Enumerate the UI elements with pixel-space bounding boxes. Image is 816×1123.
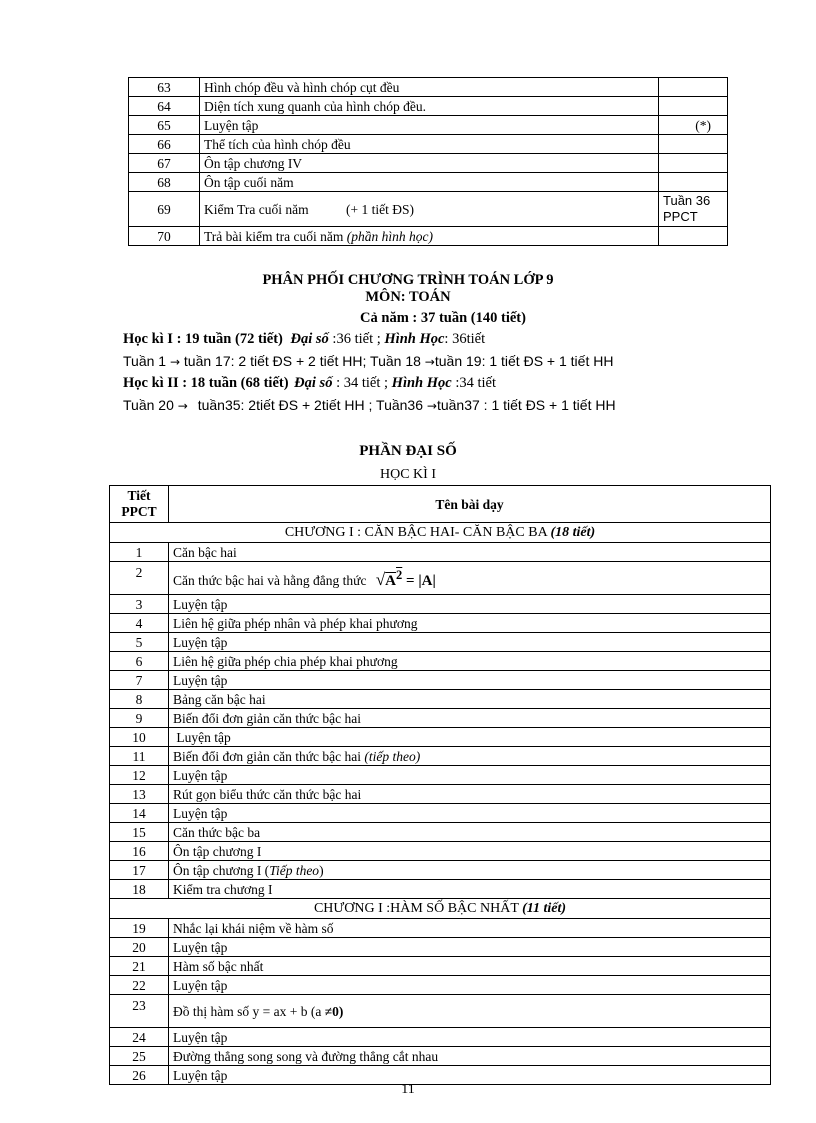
- section-title: PHẦN ĐẠI SỐ: [359, 443, 457, 459]
- weeks-text-a: Tuần 20: [123, 397, 174, 413]
- lesson-number: 1: [110, 543, 169, 562]
- lesson-number: 5: [110, 633, 169, 652]
- semester-1-hh-value: : 36tiết: [444, 331, 486, 347]
- lesson-number: 19: [110, 919, 169, 938]
- table-row: [110, 690, 771, 709]
- table-row: [110, 938, 771, 957]
- table-header-row: [110, 486, 771, 523]
- lesson-note: (*): [659, 116, 728, 135]
- semester-1-hh-label: Hình Học: [384, 331, 445, 347]
- table-row: [110, 543, 771, 562]
- sqrt-symbol: √: [375, 569, 386, 589]
- lesson-note: [659, 97, 728, 116]
- lesson-number: 66: [129, 135, 200, 154]
- lesson-number: 11: [110, 747, 169, 766]
- lesson-extra: (+ 1 tiết ĐS): [346, 201, 414, 217]
- year-summary: Cả năm : 37 tuần (140 tiết): [360, 310, 526, 326]
- lesson-number: 23: [110, 995, 169, 1028]
- column-header-lesson: Tên bài dạy: [169, 486, 771, 523]
- lesson-number: 65: [129, 116, 200, 135]
- table-row: [110, 709, 771, 728]
- table-row: [129, 97, 728, 116]
- previous-section-table: [128, 77, 728, 246]
- lesson-title: Luyện tập: [169, 804, 771, 823]
- formula-base: A: [385, 572, 397, 589]
- lesson-title: Ôn tập chương I: [169, 842, 771, 861]
- lesson-number: 6: [110, 652, 169, 671]
- lesson-number: 7: [110, 671, 169, 690]
- lesson-title: [169, 861, 771, 880]
- table-row: [110, 785, 771, 804]
- table-row: [129, 135, 728, 154]
- lesson-title: Nhắc lại khái niệm về hàm số: [169, 919, 771, 938]
- lesson-title: Liên hệ giữa phép nhân và phép khai phương: [169, 614, 771, 633]
- table-row: [110, 861, 771, 880]
- lesson-number: 10: [110, 728, 169, 747]
- lesson-number: 18: [110, 880, 169, 899]
- lesson-title: Liên hệ giữa phép chia phép khai phương: [169, 652, 771, 671]
- lesson-title: Đường thẳng song song và đường thẳng cắt nhau: [169, 1047, 771, 1066]
- chapter-name: CHƯƠNG I :HÀM SỐ BẬC NHẤT: [313, 901, 519, 916]
- semester-1-ds-label: Đại số: [290, 331, 329, 347]
- lesson-number: 26: [110, 1066, 169, 1085]
- lesson-title: Rút gọn biểu thức căn thức bậc hai: [169, 785, 771, 804]
- lesson-title-text: Biến đổi đơn giản căn thức bậc hai: [173, 748, 362, 764]
- semester-1-label: Học kì I : 19 tuần (72 tiết): [123, 331, 283, 347]
- lesson-number: 15: [110, 823, 169, 842]
- table-row: [110, 804, 771, 823]
- not-equal-symbol: ≠: [324, 1003, 333, 1019]
- lesson-number: 69: [129, 192, 200, 227]
- lesson-title: Luyện tập: [169, 1028, 771, 1047]
- weeks-text-a: Tuần 1: [123, 353, 167, 369]
- page-number: 11: [401, 1082, 415, 1097]
- subject-title: MÔN: TOÁN: [365, 289, 451, 305]
- header-line-2: PPCT: [121, 504, 157, 519]
- lesson-title: Luyện tập: [200, 116, 659, 135]
- chapter-lessons: (18 tiết): [550, 525, 596, 540]
- chapter-lessons: (11 tiết): [522, 901, 567, 916]
- lesson-note: [659, 154, 728, 173]
- lesson-title-text: Trả bài kiểm tra cuối năm: [204, 228, 344, 244]
- table-row: [110, 671, 771, 690]
- semester-1-ds-value: :36 tiết ;: [332, 331, 381, 347]
- table-row: [129, 78, 728, 97]
- lesson-number: 13: [110, 785, 169, 804]
- lesson-number: 67: [129, 154, 200, 173]
- lesson-title-italic: Tiếp theo: [269, 862, 320, 878]
- lesson-title: Luyện tập: [169, 728, 771, 747]
- lesson-title-italic: (tiếp theo): [364, 748, 421, 764]
- lesson-number: 17: [110, 861, 169, 880]
- weeks-text-c: tuần 19: 1 tiết ĐS + 1 tiết HH: [434, 353, 614, 369]
- lesson-title: Luyện tập: [169, 938, 771, 957]
- semester-2-hh-value: :34 tiết: [455, 375, 497, 391]
- chapter-title: [110, 899, 771, 919]
- semester-heading: HỌC KÌ I: [380, 467, 436, 482]
- table-row: [110, 1047, 771, 1066]
- table-row: [110, 595, 771, 614]
- lesson-title-italic: (phần hình học): [346, 228, 433, 244]
- lesson-number: 64: [129, 97, 200, 116]
- table-row: [110, 728, 771, 747]
- table-row: [110, 842, 771, 861]
- lesson-title: [169, 747, 771, 766]
- lesson-title: Luyện tập: [169, 595, 771, 614]
- semester-1-summary: [123, 331, 485, 348]
- weeks-text-b: tuần35: 2tiết ĐS + 2tiết HH ; Tuần36: [197, 397, 424, 413]
- lesson-note: [659, 227, 728, 246]
- weeks-text-c: tuần37 : 1 tiết ĐS + 1 tiết HH: [436, 397, 616, 413]
- lesson-plan-table: [109, 485, 771, 1085]
- chapter-name: CHƯƠNG I : CĂN BẬC HAI- CĂN BẬC BA: [284, 525, 547, 540]
- table-row: [110, 614, 771, 633]
- arrow-right-icon: →: [169, 355, 181, 369]
- lesson-number: 3: [110, 595, 169, 614]
- lesson-number: 14: [110, 804, 169, 823]
- formula-exponent: 2: [396, 567, 403, 582]
- lesson-number: 20: [110, 938, 169, 957]
- lesson-note: [659, 78, 728, 97]
- lesson-title-text: Ôn tập chương I (: [173, 862, 270, 878]
- lesson-number: 63: [129, 78, 200, 97]
- semester-1-weeks: [123, 353, 613, 369]
- identity-formula: [375, 567, 436, 589]
- lesson-number: 22: [110, 976, 169, 995]
- table-row: [110, 652, 771, 671]
- lesson-number: 9: [110, 709, 169, 728]
- table-row: [129, 192, 728, 227]
- arrow-right-icon: →: [426, 399, 437, 413]
- lesson-number: 4: [110, 614, 169, 633]
- lesson-title: Hàm số bậc nhất: [169, 957, 771, 976]
- lesson-title-close: ): [319, 862, 324, 878]
- lesson-number: 21: [110, 957, 169, 976]
- semester-2-label: Học kì II : 18 tuần (68 tiết): [123, 375, 289, 391]
- lesson-note: [659, 192, 728, 227]
- table-row: [129, 116, 728, 135]
- lesson-title: Căn thức bậc ba: [169, 823, 771, 842]
- lesson-title: Luyện tập: [169, 976, 771, 995]
- header-line-1: Tiết: [127, 488, 151, 503]
- table-row: [110, 957, 771, 976]
- lesson-number: 12: [110, 766, 169, 785]
- lesson-title: Căn bậc hai: [169, 543, 771, 562]
- chapter-row: [110, 899, 771, 919]
- lesson-note: [659, 173, 728, 192]
- semester-2-ds-label: Đại số: [294, 375, 333, 391]
- lesson-number: 2: [110, 562, 169, 595]
- lesson-title: Luyện tập: [169, 766, 771, 785]
- lesson-title: [200, 192, 659, 227]
- note-line-1: Tuần 36: [663, 193, 711, 208]
- lesson-title: [200, 227, 659, 246]
- lesson-title: Ôn tập cuối năm: [200, 173, 659, 192]
- lesson-title: Luyện tập: [169, 1066, 771, 1085]
- semester-2-ds-value: : 34 tiết ;: [336, 375, 389, 391]
- lesson-title: Bảng căn bậc hai: [169, 690, 771, 709]
- lesson-title-text: Đồ thị hàm số y = ax + b (a: [173, 1003, 322, 1019]
- lesson-title: [169, 995, 771, 1028]
- lesson-title: Diện tích xung quanh của hình chóp đều.: [200, 97, 659, 116]
- table-row: [110, 562, 771, 595]
- lesson-title: [169, 562, 771, 595]
- lesson-title-text: Căn thức bậc hai và hằng đẳng thức: [173, 572, 367, 588]
- lesson-title-zero: 0): [332, 1003, 344, 1019]
- table-row: [129, 227, 728, 246]
- semester-2-summary: [123, 375, 496, 392]
- lesson-number: 70: [129, 227, 200, 246]
- semester-2-hh-label: Hình Học: [391, 375, 452, 391]
- lesson-note: [659, 135, 728, 154]
- lesson-number: 8: [110, 690, 169, 709]
- table-row: [110, 747, 771, 766]
- lesson-title: Biến đổi đơn giản căn thức bậc hai: [169, 709, 771, 728]
- lesson-title: Hình chóp đều và hình chóp cụt đều: [200, 78, 659, 97]
- lesson-title: Ôn tập chương IV: [200, 154, 659, 173]
- column-header-period: [110, 486, 169, 523]
- arrow-right-icon: →: [424, 355, 435, 369]
- table-row: [110, 823, 771, 842]
- formula-rhs: = |A|: [406, 572, 436, 589]
- table-row: [129, 173, 728, 192]
- table-row: [110, 976, 771, 995]
- chapter-title: [110, 523, 771, 543]
- table-row: [129, 154, 728, 173]
- program-title: PHÂN PHỐI CHƯƠNG TRÌNH TOÁN LỚP 9: [262, 272, 554, 288]
- lesson-number: 25: [110, 1047, 169, 1066]
- lesson-number: 16: [110, 842, 169, 861]
- table-row: [110, 1028, 771, 1047]
- lesson-title: Thể tích của hình chóp đều: [200, 135, 659, 154]
- lesson-number: 68: [129, 173, 200, 192]
- lesson-number: 24: [110, 1028, 169, 1047]
- table-row: [110, 766, 771, 785]
- formula-radicand: [385, 567, 403, 589]
- table-row: [110, 995, 771, 1028]
- lesson-title: Luyện tập: [169, 633, 771, 652]
- lesson-title: Luyện tập: [169, 671, 771, 690]
- table-row: [110, 880, 771, 899]
- semester-2-weeks: [123, 397, 616, 413]
- table-row: [110, 919, 771, 938]
- note-line-2: PPCT: [663, 209, 698, 224]
- chapter-row: [110, 523, 771, 543]
- weeks-text-b: tuần 17: 2 tiết ĐS + 2 tiết HH; Tuần 18: [183, 353, 421, 369]
- arrow-right-icon: →: [177, 399, 188, 413]
- lesson-title: Kiểm tra chương I: [169, 880, 771, 899]
- table-row: [110, 633, 771, 652]
- lesson-title-text: Kiểm Tra cuối năm: [204, 201, 309, 217]
